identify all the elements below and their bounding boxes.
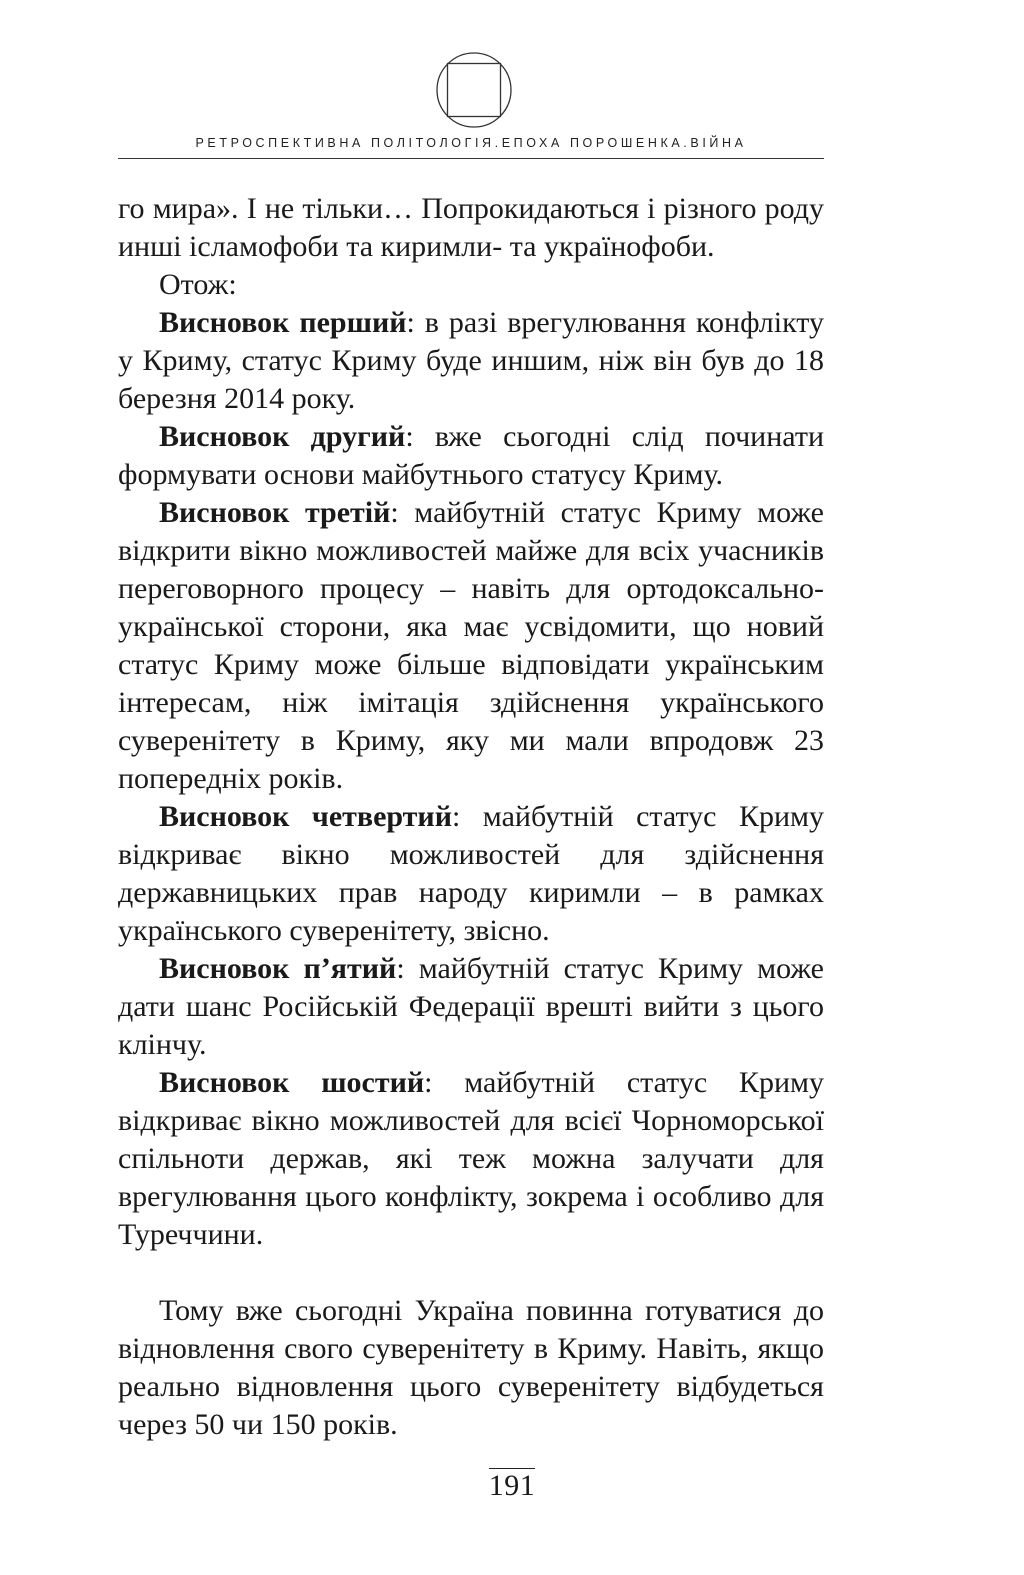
page-number-container bbox=[0, 1468, 1024, 1503]
conclusion-5-title: Висновок п’ятий bbox=[159, 952, 397, 985]
conclusion-5 bbox=[118, 950, 824, 1064]
conclusion-1 bbox=[118, 304, 824, 418]
conclusion-1-title: Висновок перший bbox=[159, 306, 407, 339]
final-paragraph: Тому вже сьогодні Україна повинна готуватися до відновлення свого суверенітету в Криму. Навіть, якщо реально відновлення цього суверенітету відбудеться через 50 чи 150 років. bbox=[118, 1294, 824, 1441]
running-head: РЕТРОСПЕКТИВНА ПОЛІТОЛОГІЯ.ЕПОХА ПОРОШЕНКА.ВІЙНА bbox=[195, 136, 747, 150]
conclusion-4-text: : майбутній статус Криму відкриває вікно можливостей для здійснення державницьких прав народу киримли – в рамках українського суверенітету, звісно. bbox=[118, 800, 824, 947]
conclusion-4 bbox=[118, 798, 824, 950]
conclusion-6-text: : майбутній статус Криму відкриває вікно можливостей для всієї Чорноморської спільноти держав, які теж можна залучати для врегулювання цього конфлікту, зокрема і особливо для Туреччини. bbox=[118, 1066, 824, 1251]
conclusion-6 bbox=[118, 1064, 824, 1254]
conclusion-3 bbox=[118, 494, 824, 798]
header-divider bbox=[118, 158, 824, 159]
conclusion-3-title: Висновок третій bbox=[159, 496, 391, 529]
page-number: 191 bbox=[488, 1469, 536, 1502]
conclusion-1-text: : в разі врегулювання конфлікту у Криму, статус Криму буде иншим, ніж він був до 18 березня 2014 року. bbox=[118, 306, 824, 415]
body-text bbox=[118, 190, 824, 1444]
conclusion-3-text: : майбутній статус Криму може відкрити вікно можливостей майже для всіх учасників переговорного процесу – навіть для ортодоксально-української сторони, яка має усвідомити, що новий статус Криму може більше відповідати українським інтересам, ніж імітація здійснення українського суверенітету в Криму, яку ми мали впродовж 23 попередніх років. bbox=[118, 496, 824, 795]
paragraph-otozh: Отож: bbox=[159, 268, 237, 301]
conclusion-4-title: Висновок четвертий bbox=[159, 800, 452, 833]
conclusion-2 bbox=[118, 418, 824, 494]
conclusion-2-title: Висновок другий bbox=[159, 420, 406, 453]
paragraph-continuation: го мира». І не тільки… Попрокидаються і різного роду инші ісламофоби та киримли- та українофоби. bbox=[118, 192, 824, 263]
conclusion-2-text: : вже сьогодні слід починати формувати основи майбутнього статусу Криму. bbox=[118, 420, 824, 491]
conclusion-5-text: : майбутній статус Криму може дати шанс Російській Федерації врешті вийти з цього клінчу. bbox=[118, 952, 824, 1061]
conclusion-6-title: Висновок шостий bbox=[159, 1066, 425, 1099]
circle-square-emblem-icon bbox=[434, 50, 514, 130]
